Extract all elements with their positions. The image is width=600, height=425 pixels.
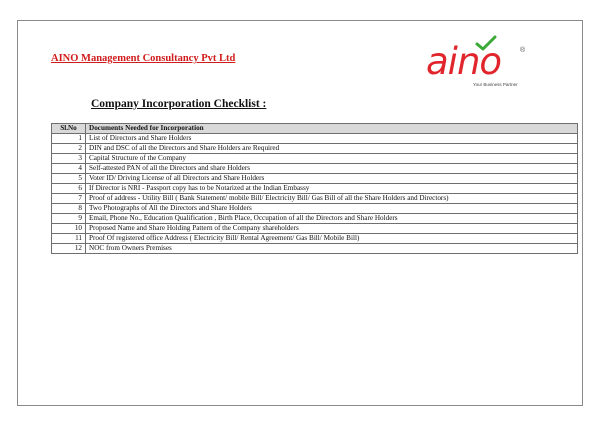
row-document: DIN and DSC of all the Directors and Share Holders are Required [86,144,578,154]
table-row [52,244,578,254]
row-number: 2 [52,144,86,154]
table-row [52,174,578,184]
table-row [52,204,578,214]
table-row [52,184,578,194]
table-row [52,164,578,174]
table-row [52,134,578,144]
row-number: 5 [52,174,86,184]
row-document: Proof of address - Utility Bill ( Bank Statement/ mobile Bill/ Electricity Bill/ Gas Bill of all the Share Holders and Directors) [86,194,578,204]
checklist-table [51,123,578,254]
row-document: Proposed Name and Share Holding Pattern of the Company shareholders [86,224,578,234]
row-number: 8 [52,204,86,214]
row-number: 9 [52,214,86,224]
table-row [52,214,578,224]
row-number: 3 [52,154,86,164]
row-document: Email, Phone No., Education Qualification , Birth Place, Occupation of all the Directors and Share Holders [86,214,578,224]
row-number: 6 [52,184,86,194]
row-document: Capital Structure of the Company [86,154,578,164]
row-number: 10 [52,224,86,234]
table-header-row [52,124,578,134]
row-document: Self-attested PAN of all the Directors and share Holders [86,164,578,174]
company-name: AINO Management Consultancy Pvt Ltd [51,53,236,64]
row-number: 11 [52,234,86,244]
aino-logo [422,35,532,87]
column-header-documents: Documents Needed for Incorporation [86,124,578,134]
table-row [52,234,578,244]
row-number: 12 [52,244,86,254]
table-row [52,154,578,164]
row-number: 7 [52,194,86,204]
row-document: Proof Of registered office Address ( Electricity Bill/ Rental Agreement/ Gas Bill/ Mobile Bill) [86,234,578,244]
table-row [52,224,578,234]
registered-mark: ® [520,47,526,54]
row-number: 1 [52,134,86,144]
logo-tagline: Your Business Partner [473,82,518,87]
page-title: Company Incorporation Checklist : [91,98,267,110]
table-row [52,144,578,154]
row-document: If Director is NRI - Passport copy has to be Notarized at the Indian Embassy [86,184,578,194]
column-header-slno: Sl.No [52,124,86,134]
row-document: NOC from Owners Premises [86,244,578,254]
row-document: Voter ID/ Driving License of all Directors and Share Holders [86,174,578,184]
document-page [17,20,583,406]
table-row [52,194,578,204]
row-number: 4 [52,164,86,174]
row-document: Two Photographs of All the Directors and Share Holders [86,204,578,214]
row-document: List of Directors and Share Holders [86,134,578,144]
logo-wordmark: aino [426,40,502,83]
